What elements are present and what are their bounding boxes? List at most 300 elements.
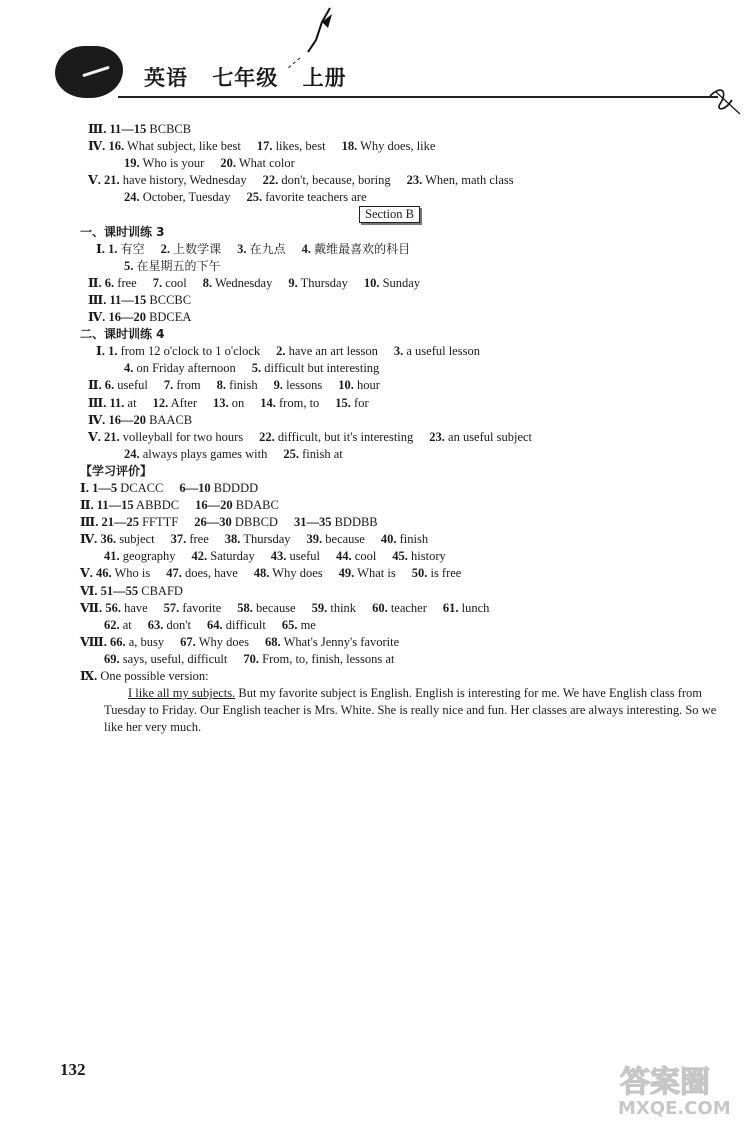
answer-row bbox=[80, 634, 720, 651]
answer-text: 上数学课 bbox=[173, 241, 222, 256]
answer-item bbox=[96, 241, 145, 258]
answer-item bbox=[246, 189, 366, 206]
answer-item bbox=[213, 395, 244, 412]
answer-text: subject bbox=[119, 532, 155, 547]
answer-item bbox=[124, 189, 230, 206]
answer-row bbox=[80, 565, 720, 582]
answer-text: because bbox=[256, 600, 296, 615]
answer-item bbox=[237, 600, 295, 617]
answer-text: a useful lesson bbox=[406, 344, 480, 359]
answer-item bbox=[288, 275, 348, 292]
answer-text: Why does, like bbox=[360, 139, 436, 154]
answer-item bbox=[217, 377, 258, 394]
answer-text: favorite bbox=[182, 600, 222, 615]
answer-item bbox=[171, 531, 209, 548]
question-number: 43. bbox=[270, 549, 287, 564]
answer-text: BDABC bbox=[235, 498, 279, 513]
answer-text: 在九点 bbox=[249, 241, 286, 256]
page-number: 132 bbox=[60, 1060, 86, 1079]
answer-text: After bbox=[170, 395, 198, 410]
answer-text: BCBCB bbox=[149, 122, 192, 136]
answer-row bbox=[80, 651, 720, 668]
question-number: 63. bbox=[147, 617, 164, 632]
answer-item bbox=[80, 634, 164, 651]
answer-row bbox=[80, 395, 720, 412]
answer-item bbox=[80, 600, 148, 617]
answer-item bbox=[307, 531, 365, 548]
answer-item bbox=[88, 395, 137, 412]
answer-item bbox=[195, 497, 279, 514]
roman-numeral: Ⅰ. bbox=[96, 344, 105, 359]
question-number: 4. bbox=[124, 361, 134, 376]
answer-text: cool bbox=[165, 275, 187, 290]
question-number: 62. bbox=[104, 617, 120, 632]
answer-text: geography bbox=[122, 549, 176, 564]
watermark-site: MXQE.COM bbox=[618, 1098, 731, 1118]
answer-item bbox=[104, 617, 132, 634]
question-number: 21. bbox=[103, 173, 120, 188]
answer-text: cool bbox=[354, 549, 377, 564]
answer-item bbox=[80, 565, 150, 582]
answer-text: Why does bbox=[198, 634, 250, 649]
answer-text: on bbox=[231, 395, 245, 410]
answer-item bbox=[259, 429, 413, 446]
answer-text: likes, best bbox=[275, 139, 326, 154]
question-number: 2. bbox=[276, 344, 286, 359]
answer-item bbox=[164, 600, 222, 617]
answer-row bbox=[80, 241, 720, 258]
answer-text: 有空 bbox=[120, 241, 145, 256]
section-heading: 二、课时训练 4 bbox=[80, 327, 165, 342]
answer-item bbox=[179, 480, 258, 497]
answer-item bbox=[276, 343, 378, 360]
answer-text: ABBDC bbox=[136, 498, 180, 513]
answer-text: have bbox=[124, 600, 148, 615]
answer-item bbox=[88, 138, 241, 155]
roman-numeral: Ⅲ. bbox=[80, 515, 99, 530]
answer-text: free bbox=[189, 532, 209, 547]
answer-text: finish at bbox=[302, 446, 343, 461]
question-number: 16—20 bbox=[108, 310, 146, 325]
answer-item bbox=[104, 548, 176, 565]
answer-row bbox=[80, 412, 720, 429]
question-number: 38. bbox=[224, 532, 241, 547]
answer-text: BCCBC bbox=[149, 292, 192, 307]
answer-item bbox=[180, 634, 249, 651]
answer-item bbox=[282, 617, 316, 634]
answer-text: does, have bbox=[185, 566, 238, 581]
answer-item bbox=[80, 480, 163, 497]
answer-text: from, to bbox=[279, 395, 320, 410]
question-number: 17. bbox=[256, 139, 273, 154]
roman-numeral: Ⅳ. bbox=[88, 310, 106, 325]
question-number: 6—10 bbox=[179, 480, 211, 495]
volume-label: 上册 bbox=[302, 66, 347, 90]
question-number: 21—25 bbox=[101, 515, 139, 530]
answer-item bbox=[381, 531, 428, 548]
question-number: 10. bbox=[338, 378, 354, 393]
question-number: 68. bbox=[265, 634, 281, 649]
answer-row bbox=[80, 600, 720, 617]
roman-numeral: Ⅳ. bbox=[88, 412, 106, 427]
answer-text: at bbox=[122, 617, 132, 632]
answer-item bbox=[80, 668, 209, 685]
section-b-label: Section B bbox=[359, 206, 420, 223]
question-number: 1. bbox=[108, 344, 118, 359]
question-number: 11—15 bbox=[96, 498, 134, 513]
answer-item bbox=[429, 429, 532, 446]
roman-numeral: Ⅲ. bbox=[88, 122, 107, 136]
question-number: 56. bbox=[105, 600, 121, 615]
answer-item bbox=[412, 565, 462, 582]
question-number: 50. bbox=[411, 566, 428, 581]
essay-body: But my favorite subject is English. English is interesting for me. We have English class from Tuesday to Friday. Our English teacher is Mrs. White. She is really nice and fun. Her classes are always interesting. So we like her very much. bbox=[104, 686, 717, 735]
answer-item bbox=[96, 343, 260, 360]
question-number: 25. bbox=[283, 446, 300, 461]
question-number: 31—35 bbox=[293, 515, 332, 530]
site-watermark bbox=[612, 1062, 742, 1118]
answer-text: FFTTF bbox=[142, 515, 179, 530]
answer-row bbox=[80, 531, 720, 548]
answer-item bbox=[407, 172, 514, 189]
roman-numeral: Ⅵ. bbox=[80, 583, 98, 598]
book-title bbox=[144, 62, 363, 92]
answer-text: hour bbox=[357, 378, 380, 393]
answer-text: Sunday bbox=[382, 275, 421, 290]
question-number: 5. bbox=[251, 361, 262, 376]
answer-text: a, busy bbox=[128, 634, 165, 649]
answer-item bbox=[392, 548, 445, 565]
answer-item bbox=[254, 565, 323, 582]
section-heading-row bbox=[80, 206, 720, 223]
answer-text: Wednesday bbox=[215, 275, 273, 290]
question-number: 6. bbox=[104, 378, 115, 393]
header-rule bbox=[118, 96, 718, 98]
answer-item bbox=[88, 429, 243, 446]
answer-item bbox=[203, 275, 273, 292]
answer-item bbox=[220, 155, 294, 172]
answer-item bbox=[294, 514, 378, 531]
answer-text: What is bbox=[357, 566, 396, 581]
question-number: 47. bbox=[166, 566, 182, 581]
answer-text: favorite teachers are bbox=[265, 190, 367, 205]
page-header bbox=[0, 0, 750, 115]
question-number: 61. bbox=[442, 600, 459, 615]
answer-text: says, useful, difficult bbox=[122, 651, 228, 666]
answer-item bbox=[88, 172, 247, 189]
answer-item bbox=[124, 360, 236, 377]
answer-item bbox=[207, 617, 266, 634]
question-number: 9. bbox=[288, 275, 298, 290]
answer-item bbox=[80, 224, 165, 241]
answer-text: have an art lesson bbox=[288, 344, 378, 359]
answer-row bbox=[80, 121, 720, 138]
answer-item bbox=[263, 172, 391, 189]
answer-item bbox=[88, 121, 191, 138]
answer-row bbox=[80, 463, 720, 480]
roman-numeral: Ⅰ. bbox=[80, 480, 89, 495]
question-number: 59. bbox=[311, 600, 328, 615]
answer-text: Who is bbox=[114, 566, 151, 581]
question-number: 9. bbox=[273, 378, 284, 393]
answer-text: When, math class bbox=[425, 173, 514, 188]
question-number: 60. bbox=[372, 600, 388, 615]
roman-numeral: Ⅱ. bbox=[88, 275, 102, 290]
question-number: 67. bbox=[180, 634, 196, 649]
answer-text: useful bbox=[117, 378, 148, 393]
question-number: 7. bbox=[152, 275, 163, 290]
question-number: 16—20 bbox=[195, 498, 233, 513]
roman-numeral: Ⅴ. bbox=[80, 566, 93, 581]
answer-row bbox=[80, 617, 720, 634]
question-number: 3. bbox=[393, 344, 404, 359]
answer-text: free bbox=[117, 275, 137, 290]
answer-text: from 12 o'clock to 1 o'clock bbox=[120, 344, 261, 359]
answer-item bbox=[335, 395, 368, 412]
answer-item bbox=[88, 309, 191, 326]
answer-row bbox=[80, 497, 720, 514]
roman-numeral: Ⅷ. bbox=[80, 634, 107, 649]
roman-numeral: Ⅴ. bbox=[88, 173, 101, 188]
grade-label: 七年级 bbox=[212, 66, 279, 90]
answer-text: DBBCD bbox=[234, 515, 278, 530]
answer-item bbox=[252, 360, 380, 377]
roman-numeral: Ⅲ. bbox=[88, 292, 107, 307]
answer-item bbox=[148, 617, 191, 634]
answer-key bbox=[80, 121, 720, 736]
answer-item bbox=[88, 412, 192, 429]
question-number: 58. bbox=[237, 600, 253, 615]
question-number: 11—15 bbox=[109, 122, 147, 136]
answer-row bbox=[80, 172, 720, 189]
answer-text: from bbox=[176, 378, 201, 393]
answer-row bbox=[80, 258, 720, 275]
answer-text: What subject, like best bbox=[126, 139, 241, 154]
question-number: 22. bbox=[259, 429, 275, 444]
answer-text: don't bbox=[166, 617, 192, 632]
question-number: 5. bbox=[124, 258, 134, 273]
watermark-mark: 答案圈 bbox=[620, 1065, 710, 1100]
answer-text: difficult bbox=[225, 617, 266, 632]
roman-numeral: Ⅲ. bbox=[88, 395, 107, 410]
answer-text: From, to, finish, lessons at bbox=[262, 651, 395, 666]
answer-row bbox=[80, 429, 720, 446]
answer-row bbox=[80, 548, 720, 565]
answer-item bbox=[80, 326, 165, 343]
question-number: 51—55 bbox=[100, 583, 139, 598]
question-number: 37. bbox=[170, 532, 187, 547]
answer-item bbox=[153, 275, 187, 292]
answer-text: One possible version: bbox=[100, 669, 209, 683]
answer-text: Who is your bbox=[142, 156, 205, 171]
question-number: 48. bbox=[253, 566, 270, 581]
answer-item bbox=[124, 446, 267, 463]
question-number: 1. bbox=[108, 241, 118, 256]
question-number: 3. bbox=[237, 241, 247, 256]
answer-item bbox=[192, 548, 255, 565]
answer-text: finish bbox=[229, 378, 258, 393]
question-number: 22. bbox=[262, 173, 279, 188]
answer-text: Why does bbox=[272, 566, 323, 581]
question-number: 57. bbox=[163, 600, 180, 615]
answer-item bbox=[342, 138, 436, 155]
question-number: 10. bbox=[363, 275, 380, 290]
question-number: 12. bbox=[152, 395, 169, 410]
answer-text: volleyball for two hours bbox=[122, 429, 244, 444]
question-number: 23. bbox=[429, 429, 445, 444]
answer-item bbox=[243, 651, 394, 668]
answer-text: Thursday bbox=[300, 275, 348, 290]
answer-item bbox=[124, 258, 221, 275]
question-number: 45. bbox=[392, 549, 408, 564]
answer-text: difficult but interesting bbox=[264, 361, 380, 376]
answer-row bbox=[80, 292, 720, 309]
answer-item bbox=[274, 377, 323, 394]
question-number: 15. bbox=[335, 395, 351, 410]
question-number: 42. bbox=[191, 549, 208, 564]
answer-text: lessons bbox=[286, 378, 323, 393]
question-number: 2. bbox=[160, 241, 170, 256]
answer-row bbox=[80, 155, 720, 172]
roman-numeral: Ⅶ. bbox=[80, 600, 103, 615]
answer-row bbox=[80, 583, 720, 600]
question-number: 6. bbox=[104, 275, 115, 290]
answer-row bbox=[80, 309, 720, 326]
answer-item bbox=[260, 395, 319, 412]
answer-item bbox=[80, 497, 179, 514]
answer-item bbox=[271, 548, 320, 565]
question-number: 8. bbox=[216, 378, 227, 393]
question-number: 18. bbox=[341, 139, 358, 154]
answer-item bbox=[153, 395, 197, 412]
roman-numeral: Ⅱ. bbox=[80, 498, 94, 513]
question-number: 25. bbox=[246, 190, 263, 205]
answer-text: BDCEA bbox=[149, 310, 192, 325]
answer-item bbox=[265, 634, 399, 651]
answer-text: an useful subject bbox=[448, 429, 533, 444]
question-number: 69. bbox=[104, 651, 120, 666]
roman-numeral: Ⅱ. bbox=[88, 378, 102, 393]
answer-text: because bbox=[325, 532, 365, 547]
answer-item bbox=[124, 155, 204, 172]
essay-title: I like all my subjects. bbox=[128, 686, 236, 701]
question-number: 39. bbox=[306, 532, 323, 547]
answer-text: 戴维最喜欢的科目 bbox=[314, 241, 411, 256]
answer-text: Saturday bbox=[210, 549, 255, 564]
answer-text: finish bbox=[399, 532, 429, 547]
answer-item bbox=[88, 275, 137, 292]
answer-text: at bbox=[127, 395, 137, 410]
answer-row bbox=[80, 480, 720, 497]
answer-text: BDDBB bbox=[334, 515, 378, 530]
answer-text: for bbox=[354, 395, 369, 410]
roman-numeral: Ⅴ. bbox=[88, 429, 101, 444]
answer-text: What color bbox=[238, 156, 295, 171]
answer-row bbox=[80, 275, 720, 292]
answer-item bbox=[338, 377, 380, 394]
answer-text: October, Tuesday bbox=[142, 190, 231, 205]
answer-text: think bbox=[330, 600, 357, 615]
question-number: 11—15 bbox=[109, 292, 147, 307]
question-number: 14. bbox=[260, 395, 276, 410]
answer-text: me bbox=[300, 617, 316, 632]
answer-row bbox=[80, 189, 720, 206]
answer-item bbox=[312, 600, 356, 617]
answer-text: on Friday afternoon bbox=[136, 361, 236, 376]
question-number: 24. bbox=[124, 190, 140, 205]
answer-row bbox=[80, 668, 720, 685]
answer-item bbox=[257, 138, 326, 155]
question-number: 65. bbox=[281, 617, 298, 632]
question-number: 11. bbox=[109, 395, 125, 410]
answer-item bbox=[336, 548, 376, 565]
question-number: 16. bbox=[108, 139, 125, 154]
answer-item bbox=[80, 531, 155, 548]
question-number: 70. bbox=[243, 651, 259, 666]
answer-text: CBAFD bbox=[141, 583, 183, 598]
question-number: 20. bbox=[220, 156, 236, 171]
answer-row bbox=[80, 446, 720, 463]
answer-item bbox=[166, 565, 238, 582]
essay-paragraph bbox=[80, 685, 720, 736]
question-number: 41. bbox=[104, 549, 120, 564]
question-number: 7. bbox=[163, 378, 174, 393]
answer-text: difficult, but it's interesting bbox=[277, 429, 414, 444]
question-number: 46. bbox=[95, 566, 112, 581]
question-number: 13. bbox=[213, 395, 229, 410]
answer-item bbox=[237, 241, 286, 258]
answer-row bbox=[80, 343, 720, 360]
question-number: 21. bbox=[103, 429, 120, 444]
section-heading: 一、课时训练 3 bbox=[80, 224, 165, 239]
answer-text: have history, Wednesday bbox=[122, 173, 247, 188]
answer-item bbox=[443, 600, 490, 617]
question-number: 1—5 bbox=[92, 480, 118, 495]
question-number: 44. bbox=[336, 549, 352, 564]
answer-item bbox=[88, 292, 191, 309]
section-heading: 【学习评价】 bbox=[80, 463, 153, 478]
subject-label: 英语 bbox=[144, 66, 188, 90]
answer-text: history bbox=[411, 549, 446, 564]
roman-numeral: Ⅸ. bbox=[80, 669, 98, 683]
answer-item bbox=[394, 343, 480, 360]
answer-text: always plays games with bbox=[142, 446, 268, 461]
answer-item bbox=[80, 514, 178, 531]
answer-item bbox=[302, 241, 411, 258]
answer-text: BAACB bbox=[149, 412, 193, 427]
answer-item bbox=[372, 600, 427, 617]
roman-numeral: Ⅳ. bbox=[80, 532, 98, 547]
question-number: 66. bbox=[110, 634, 126, 649]
roman-numeral: Ⅳ. bbox=[88, 139, 106, 154]
answer-text: teacher bbox=[390, 600, 427, 615]
answer-text: 在星期五的下午 bbox=[136, 258, 221, 273]
answer-item bbox=[225, 531, 291, 548]
answer-row bbox=[80, 326, 720, 343]
answer-text: useful bbox=[289, 549, 321, 564]
answer-text: don't, because, boring bbox=[281, 173, 391, 188]
question-number: 64. bbox=[207, 617, 223, 632]
question-number: 26—30 bbox=[194, 515, 232, 530]
answer-text: lunch bbox=[461, 600, 490, 615]
question-number: 36. bbox=[100, 532, 117, 547]
answer-item bbox=[80, 583, 183, 600]
answer-row bbox=[80, 514, 720, 531]
answer-item bbox=[164, 377, 201, 394]
question-number: 8. bbox=[202, 275, 213, 290]
question-number: 19. bbox=[124, 156, 140, 171]
question-number: 24. bbox=[124, 446, 140, 461]
